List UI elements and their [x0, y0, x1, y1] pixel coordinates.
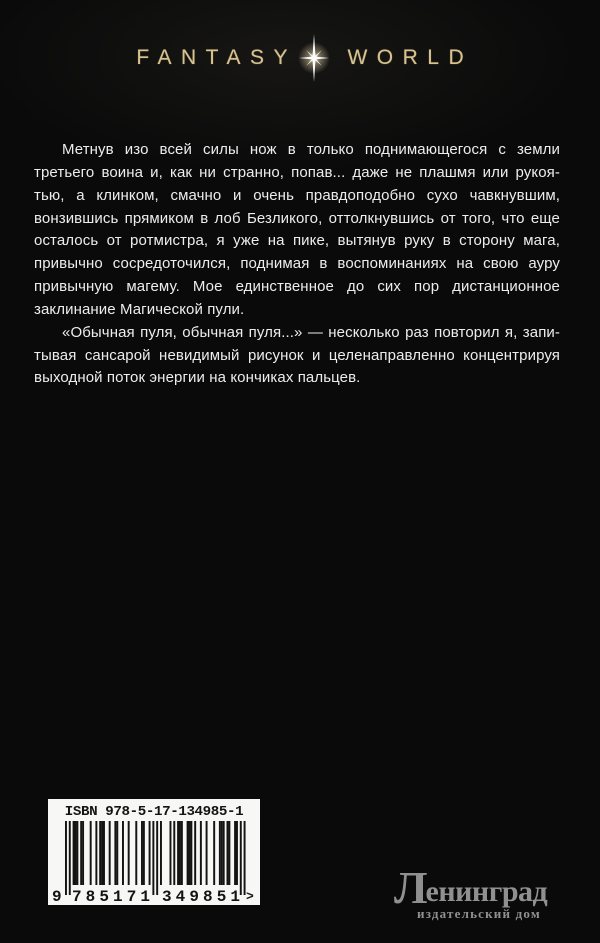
publisher-name	[394, 863, 548, 913]
brand-word-fantasy: FANTASY	[136, 46, 297, 69]
annotation-line: тью, а клинком, смачно и очень правдоподобно сухо чавкнувшим,	[34, 186, 560, 204]
publisher-name-rest: енинград	[425, 875, 548, 908]
star-icon	[291, 33, 337, 83]
barcode-digits-group1: 785171	[72, 888, 150, 905]
publisher-name-initial: Л	[394, 863, 426, 913]
publisher-logo	[394, 863, 548, 922]
brand-word-world: WORLD	[347, 46, 474, 69]
annotation-line: заклинание Магической пули.	[34, 300, 245, 318]
annotation-text	[34, 139, 560, 390]
annotation-line: вонзившись прямиком в лоб Безликого, оттолкнувшись от того, что еще	[34, 209, 560, 227]
annotation-line: выходной поток энергии на кончиках пальцев.	[34, 369, 361, 387]
annotation-line: тывая сансарой невидимый рисунок и целенаправленно концентрируя	[34, 346, 560, 364]
annotation-line: привычно сосредоточился, поднимая в воспоминаниях на свою ауру	[34, 255, 560, 273]
barcode-arrow: >	[246, 889, 254, 904]
barcode-digit-lead: 9	[52, 888, 62, 905]
publisher-subtitle: издательский дом	[417, 906, 541, 921]
annotation-line: привычную магему. Мое единственное до сих пор дистанционное	[34, 278, 560, 296]
annotation-line: Метнув изо всей силы нож в только поднимающегося с земли	[62, 141, 560, 158]
annotation-line: «Обычная пуля, обычная пуля...» — несколько раз повторил я, запи-	[62, 323, 560, 341]
barcode	[48, 799, 260, 905]
barcode-isbn-text: ISBN 978-5-17-134985-1	[64, 804, 244, 820]
brand-logo	[0, 30, 600, 86]
annotation-line: третьего воина и, как ни странно, попав... даже не плашмя или рукоя-	[34, 163, 560, 181]
barcode-digits-group2: 349851	[162, 888, 240, 905]
annotation-line: осталось от ротмистра, я уже на пике, вытянув руку в сторону мага,	[34, 232, 560, 250]
